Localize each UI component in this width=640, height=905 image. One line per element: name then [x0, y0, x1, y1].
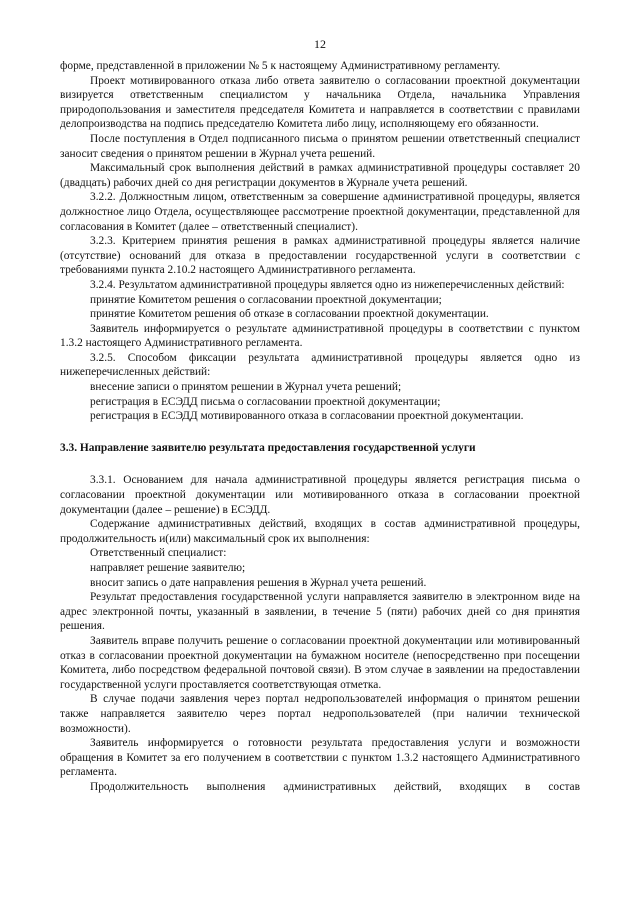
paragraph: Результат предоставления государственной услуги направляется заявителю в электронном виде на адрес электронной почты, указанный в заявлении, в течение 5 (пяти) рабочих дней со дня принятия решения. [60, 591, 580, 633]
list-item: вносит запись о дате направления решения в Журнал учета решений. [90, 576, 427, 589]
paragraph: Ответственный специалист: [90, 547, 227, 560]
paragraph: 3.2.2. Должностным лицом, ответственным за совершение административной процедуры, является должностное лицо Отдела, осуществляющее рассмотрение проектной документации, представленной для согласования в Комитет (далее – ответственный специалист). [60, 191, 580, 233]
paragraph: 3.2.5. Способом фиксации результата административной процедуры является одно из нижеперечисленных действий: [60, 351, 580, 379]
paragraph: Максимальный срок выполнения действий в рамках административной процедуры составляет 20 (двадцать) рабочих дней со дня регистрации документов в Журнале учета решений. [60, 162, 580, 189]
list-item: внесение записи о принятом решении в Журнал учета решений; [90, 381, 402, 394]
list-item: принятие Комитетом решения о согласовании проектной документации; [90, 293, 442, 306]
paragraph: Заявитель информируется о готовности результата предоставления услуги и возможности обращения в Комитет за его получением в соответствии с пунктом 1.3.2 настоящего Административного регламента. [60, 737, 580, 779]
paragraph: Заявитель вправе получить решение о согласовании проектной документации или мотивированный отказ в согласовании проектной документации на бумажном носителе (непосредственно при посещении Комитета, либо посредством федеральной почтовой связи). В этом случае в заявлении на предоставлении государственной услуги проставляется соответствующая отметка. [60, 634, 580, 691]
document-body [60, 59, 580, 795]
paragraph: 3.3.1. Основанием для начала административной процедуры является регистрация письма о согласовании проектной документации или мотивированного отказа в согласовании проектной документации (далее – решение) в ЕСЭДД. [60, 474, 580, 516]
paragraph: Продолжительность выполнения административных действий, входящих в состав [90, 780, 580, 793]
paragraph: Проект мотивированного отказа либо ответа заявителю о согласовании проектной документации визируется ответственным специалистом у начальника Отдела, начальника Управления природопользования и заместителя председателя Комитета и направляется в соответствии с правилами делопроизводства на подпись председателю Комитета либо лицу, исполняющему его обязанности. [60, 74, 580, 131]
paragraph: 3.2.3. Критерием принятия решения в рамках административной процедуры является наличие (отсутствие) оснований для отказа в предоставлении государственной услуги в соответствии с требованиями пункта 2.10.2 настоящего Административного регламента. [60, 235, 580, 277]
paragraph: форме, представленной в приложении № 5 к настоящему Административному регламенту. [60, 60, 501, 72]
paragraph: Заявитель информируется о результате административной процедуры в соответствии с пунктом 1.3.2 настоящего Административного регламента. [60, 322, 580, 350]
paragraph: Содержание административных действий, входящих в состав административной процедуры, продолжительность и(или) максимальный срок их выполнения: [60, 518, 580, 545]
paragraph: После поступления в Отдел подписанного письма о принятом решении ответственный специалист заносит сведения о принятом решении в Журнал учета решений. [60, 132, 580, 160]
list-item: принятие Комитетом решения об отказе в согласовании проектной документации. [90, 308, 489, 321]
paragraph: В случае подачи заявления через портал недропользователей информация о принятом решении также направляется заявителю через портал недропользователей (при наличии технической возможности). [60, 693, 580, 735]
list-item: регистрация в ЕСЭДД мотивированного отказа в согласовании проектной документации. [90, 410, 524, 423]
section-heading: 3.3. Направление заявителю результата предоставления государственной услуги [60, 441, 476, 454]
page-number: 12 [314, 37, 326, 51]
paragraph: 3.2.4. Результатом административной процедуры является одно из нижеперечисленных действий: [90, 278, 565, 291]
list-item: направляет решение заявителю; [90, 562, 246, 574]
list-item: регистрация в ЕСЭДД письма о согласовании проектной документации; [90, 395, 441, 408]
